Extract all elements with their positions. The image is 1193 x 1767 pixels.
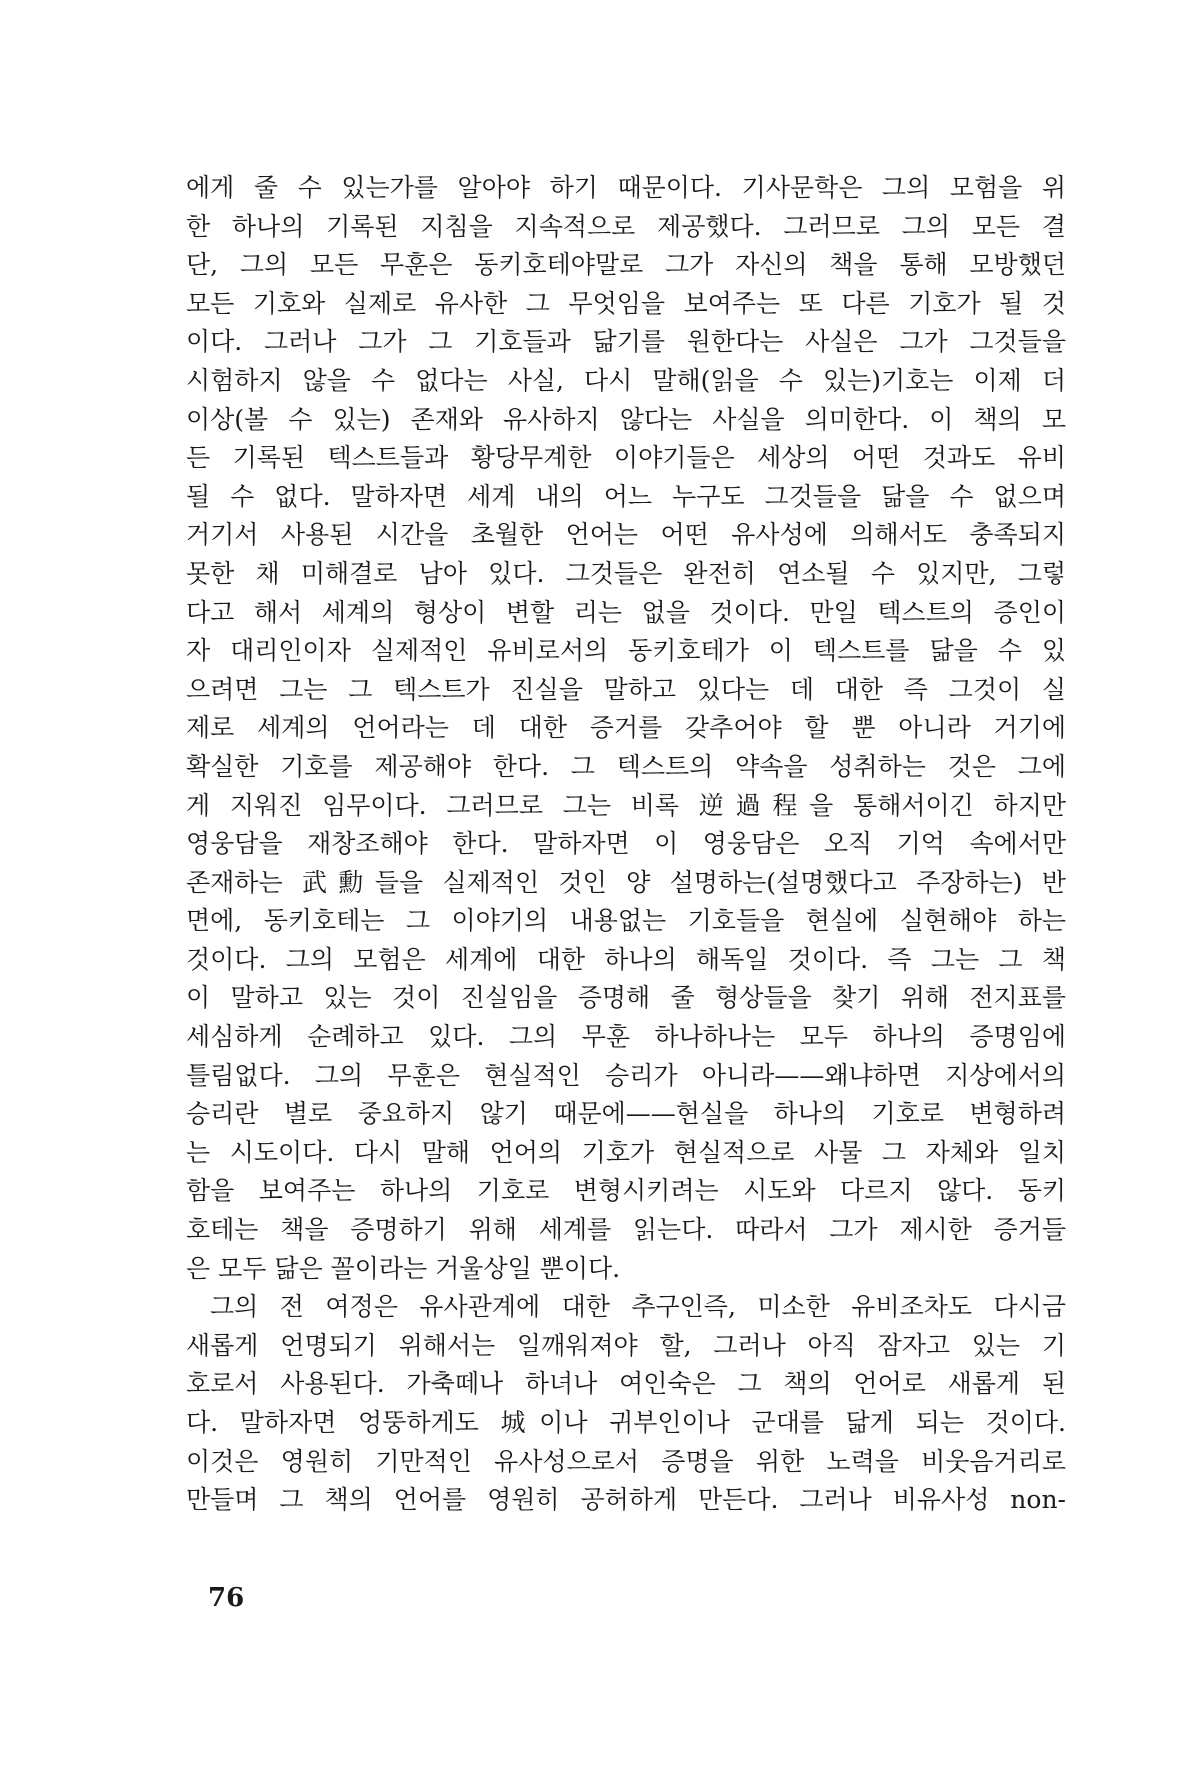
text-line: 에게 줄 수 있는가를 알아야 하기 때문이다. 기사문학은 그의 모험을 위 (186, 173, 1066, 202)
text-line: 면에, 동키호테는 그 이야기의 내용없는 기호들을 현실에 실현해야 하는 (186, 906, 1066, 936)
text-line: 는 시도이다. 다시 말해 언어의 기호가 현실적으로 사물 그 자체와 일치 (186, 1137, 1066, 1167)
text-line: 확실한 기호를 제공해야 한다. 그 텍스트의 약속을 성취하는 것은 그에 (186, 751, 1066, 781)
text-line: 함을 보여주는 하나의 기호로 변형시키려는 시도와 다르지 않다. 동키 (186, 1176, 1066, 1206)
text-line: 단, 그의 모든 무훈은 동키호테야말로 그가 자신의 책을 통해 모방했던 (186, 250, 1066, 280)
text-line: 든 기록된 텍스트들과 황당무계한 이야기들은 세상의 어떤 것과도 유비 (186, 443, 1066, 473)
text-line: 것이다. 그의 모험은 세계에 대한 하나의 해독일 것이다. 즉 그는 그 책 (186, 944, 1066, 974)
text-line: 못한 채 미해결로 남아 있다. 그것들은 완전히 연소될 수 있지만, 그렇 (186, 558, 1066, 588)
text-line: 영웅담을 재창조해야 한다. 말하자면 이 영웅담은 오직 기억 속에서만 (186, 829, 1066, 859)
page-number: 76 (208, 1583, 245, 1613)
text-line: 이상(볼 수 있는) 존재와 유사하지 않다는 사실을 의미한다. 이 책의 모 (186, 404, 1066, 434)
text-line: 틀림없다. 그의 무훈은 현실적인 승리가 아니라——왜냐하면 지상에서의 (186, 1060, 1066, 1090)
text-line: 거기서 사용된 시간을 초월한 언어는 어떤 유사성에 의해서도 충족되지 (186, 520, 1066, 550)
text-line: 이것은 영원히 기만적인 유사성으로서 증명을 위한 노력을 비웃음거리로 (186, 1446, 1066, 1476)
text-line: 다고 해서 세계의 형상이 변할 리는 없을 것이다. 만일 텍스트의 증인이 (186, 597, 1066, 627)
text-line: 한 하나의 기록된 지침을 지속적으로 제공했다. 그러므로 그의 모든 결 (186, 211, 1066, 241)
text-line: 자 대리인이자 실제적인 유비로서의 동키호테가 이 텍스트를 닮을 수 있 (186, 636, 1066, 666)
text-line: 이다. 그러나 그가 그 기호들과 닮기를 원한다는 사실은 그가 그것들을 (186, 327, 1066, 357)
text-line: 은 모두 닮은 꼴이라는 거울상일 뿐이다. (186, 1253, 621, 1283)
text-line: 될 수 없다. 말하자면 세계 내의 어느 누구도 그것들을 닮을 수 없으며 (186, 481, 1066, 511)
text-line: 제로 세계의 언어라는 데 대한 증거를 갖추어야 할 뿐 아니라 거기에 (186, 713, 1066, 743)
text-line: 으려면 그는 그 텍스트가 진실을 말하고 있다는 데 대한 즉 그것이 실 (186, 674, 1066, 704)
text-line: 세심하게 순례하고 있다. 그의 무훈 하나하나는 모두 하나의 증명임에 (186, 1022, 1066, 1052)
text-line: 승리란 별로 중요하지 않기 때문에——현실을 하나의 기호로 변형하려 (186, 1099, 1066, 1129)
text-line: 모든 기호와 실제로 유사한 그 무엇임을 보여주는 또 다른 기호가 될 것 (186, 288, 1066, 318)
text-line: 호로서 사용된다. 가축떼나 하녀나 여인숙은 그 책의 언어로 새롭게 된 (186, 1369, 1066, 1399)
text-line: 호테는 책을 증명하기 위해 세계를 읽는다. 따라서 그가 제시한 증거들 (186, 1215, 1066, 1245)
text-line: 이 말하고 있는 것이 진실임을 증명해 줄 형상들을 찾기 위해 전지표를 (186, 983, 1066, 1013)
text-line: 만들며 그 책의 언어를 영원히 공허하게 만든다. 그러나 비유사성 non- (186, 1485, 1066, 1515)
text-line: 존재하는 武勳들을 실제적인 것인 양 설명하는(설명했다고 주장하는) 반 (186, 867, 1066, 897)
text-line: 시험하지 않을 수 없다는 사실, 다시 말해(읽을 수 있는)기호는 이제 더 (186, 365, 1066, 395)
paragraph-first-line: 그의 전 여정은 유사관계에 대한 추구인즉, 미소한 유비조차도 다시금 (210, 1292, 1066, 1322)
body-text (186, 169, 1066, 1520)
text-line: 게 지워진 임무이다. 그러므로 그는 비록 逆過程을 통해서이긴 하지만 (186, 790, 1066, 820)
text-line: 새롭게 언명되기 위해서는 일깨워져야 할, 그러나 아직 잠자고 있는 기 (186, 1330, 1066, 1360)
text-line: 다. 말하자면 엉뚱하게도 城이나 귀부인이나 군대를 닮게 되는 것이다. (186, 1408, 1066, 1437)
